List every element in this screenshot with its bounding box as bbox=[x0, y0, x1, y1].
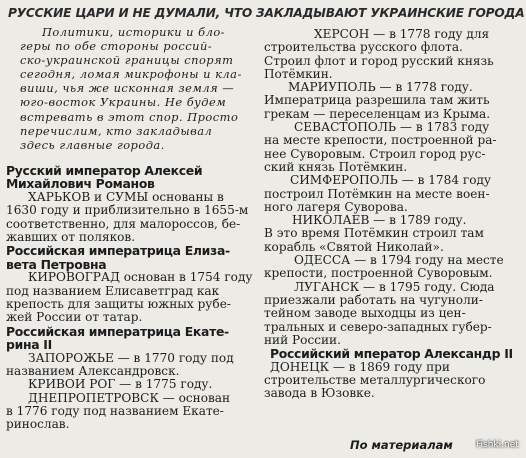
intro-paragraph bbox=[6, 25, 261, 152]
city-entry-line: крепости, построенной Суворовым. bbox=[264, 267, 493, 281]
city-entry-line: на месте крепости, построенной ра- bbox=[264, 134, 497, 148]
ruler-block-alexei bbox=[6, 164, 261, 244]
city-entry-line: жавших от поляков. bbox=[6, 230, 136, 244]
city-entry-line: ский князь Потёмкин. bbox=[264, 160, 408, 174]
source-credit: По материалам bbox=[350, 438, 453, 452]
city-entry-line: СИМФЕРОПОЛЬ — в 1784 году bbox=[290, 174, 492, 188]
city-entry-line: ЛУГАНСК — в 1795 году. Сюда bbox=[294, 280, 495, 294]
city-entry-line: жей России от татар. bbox=[6, 311, 143, 325]
left-column bbox=[6, 25, 261, 432]
intro-line: сегодня, ломая микрофоны и кла- bbox=[20, 67, 242, 82]
intro-line: встревать в этот спор. Просто bbox=[20, 109, 239, 124]
city-entry-line: Потёмкин. bbox=[264, 67, 333, 81]
city-entry-line: МАРИУПОЛЬ — в 1778 году. bbox=[288, 81, 473, 95]
intro-line: юго-восток Украины. Не будем bbox=[20, 95, 227, 110]
city-entry-line: в 1776 году под названием Екате- bbox=[6, 404, 224, 418]
city-entry-line: приезжали работать на чугуноли- bbox=[264, 293, 483, 307]
city-entry-line: тральных и северо-западных губер- bbox=[264, 320, 492, 334]
city-entry-line: СЕВАСТОПОЛЬ — в 1783 году bbox=[294, 121, 490, 135]
city-entry-line: грекам — переселенцам из Крыма. bbox=[264, 107, 491, 121]
headline: РУССКИЕ ЦАРИ И НЕ ДУМАЛИ, ЧТО ЗАКЛАДЫВАЮТ УКРАИНСКИЕ ГОРОДА bbox=[8, 6, 525, 20]
city-entry-line: построил Потёмкин на месте воен- bbox=[264, 187, 490, 201]
city-entry-line: НИКОЛАЕВ — в 1789 году. bbox=[292, 214, 467, 228]
intro-line: здесь главные города. bbox=[20, 137, 165, 152]
city-entry-line: корабль «Святой Николай». bbox=[264, 240, 444, 254]
intro-line: перечислим, кто закладывал bbox=[20, 123, 213, 138]
city-entry-line: тейном заводе выходцы из цен- bbox=[264, 307, 466, 321]
ruler-block-catherine bbox=[6, 325, 261, 432]
city-entry-line: Строил флот и город русский князь bbox=[264, 54, 494, 68]
city-entry-line: крепость для защиты южных рубе- bbox=[6, 298, 231, 311]
city-entry-line: ного лагеря Суворова. bbox=[264, 200, 408, 214]
right-column bbox=[264, 28, 522, 401]
city-entry-line: КРИВОЙ РОГ — в 1775 году. bbox=[28, 378, 213, 392]
city-entry-line: ЗАПОРОЖЬЕ — в 1770 году под bbox=[28, 351, 234, 365]
intro-line: Политики, историки и бло- bbox=[42, 25, 226, 39]
city-entry-line: строительства русского флота. bbox=[264, 41, 463, 55]
ruler-heading: Российский мператор Александр II bbox=[270, 346, 513, 362]
city-entry-line: ринослав. bbox=[6, 418, 70, 432]
ruler-heading: Российская императрица Елиза- bbox=[6, 243, 230, 259]
city-entry-line: Императрица разрешила там жить bbox=[264, 94, 490, 108]
city-entry-line: ОДЕССА — в 1794 году на месте bbox=[294, 254, 504, 268]
city-entry-line: ний России. bbox=[264, 333, 341, 347]
ruler-heading: Михайлович Романов bbox=[6, 176, 155, 192]
city-entry-line: ДОНЕЦК — в 1869 году при bbox=[270, 360, 450, 374]
ruler-heading: рина II bbox=[6, 337, 52, 353]
city-entry-line: КИРОВОГРАД основан в 1754 году bbox=[28, 271, 253, 285]
city-entry-line: ХЕРСОН — в 1778 году для bbox=[314, 28, 490, 41]
city-entry-line: 1630 году и приблизительно в 1655-м bbox=[6, 204, 249, 218]
city-entry-line: В это время Потёмкин строил там bbox=[264, 227, 484, 241]
site-watermark: Fishki.net bbox=[476, 440, 519, 450]
city-entry-line: ХАРЬКОВ и СУМЫ основаны в bbox=[28, 191, 224, 205]
intro-line: ско-украинской границы спорят bbox=[20, 53, 234, 68]
city-entry-line: названием Александровск. bbox=[6, 365, 180, 379]
city-entry-line: строительстве металлургического bbox=[264, 374, 486, 388]
intro-line: виши, чья же исконная земля — bbox=[20, 81, 235, 96]
ruler-block-elizabeth bbox=[6, 244, 261, 324]
intro-line: геры по обе стороны россий- bbox=[20, 39, 213, 54]
city-entry-line: под названием Елисаветград как bbox=[6, 284, 220, 298]
city-entry-line: нее Суворовым. Строил город рус- bbox=[264, 147, 486, 161]
city-entry-line: завода в Юзовке. bbox=[264, 387, 375, 401]
ruler-heading: вета Петровна bbox=[6, 256, 107, 272]
ruler-heading: Российская императрица Екате- bbox=[6, 323, 229, 339]
city-entry-line: ДНЕПРОПЕТРОВСК — основан bbox=[28, 391, 231, 405]
city-entry-line: соответственно, для малороссов, бе- bbox=[6, 217, 241, 231]
ruler-heading: Русский император Алексей bbox=[6, 162, 203, 178]
